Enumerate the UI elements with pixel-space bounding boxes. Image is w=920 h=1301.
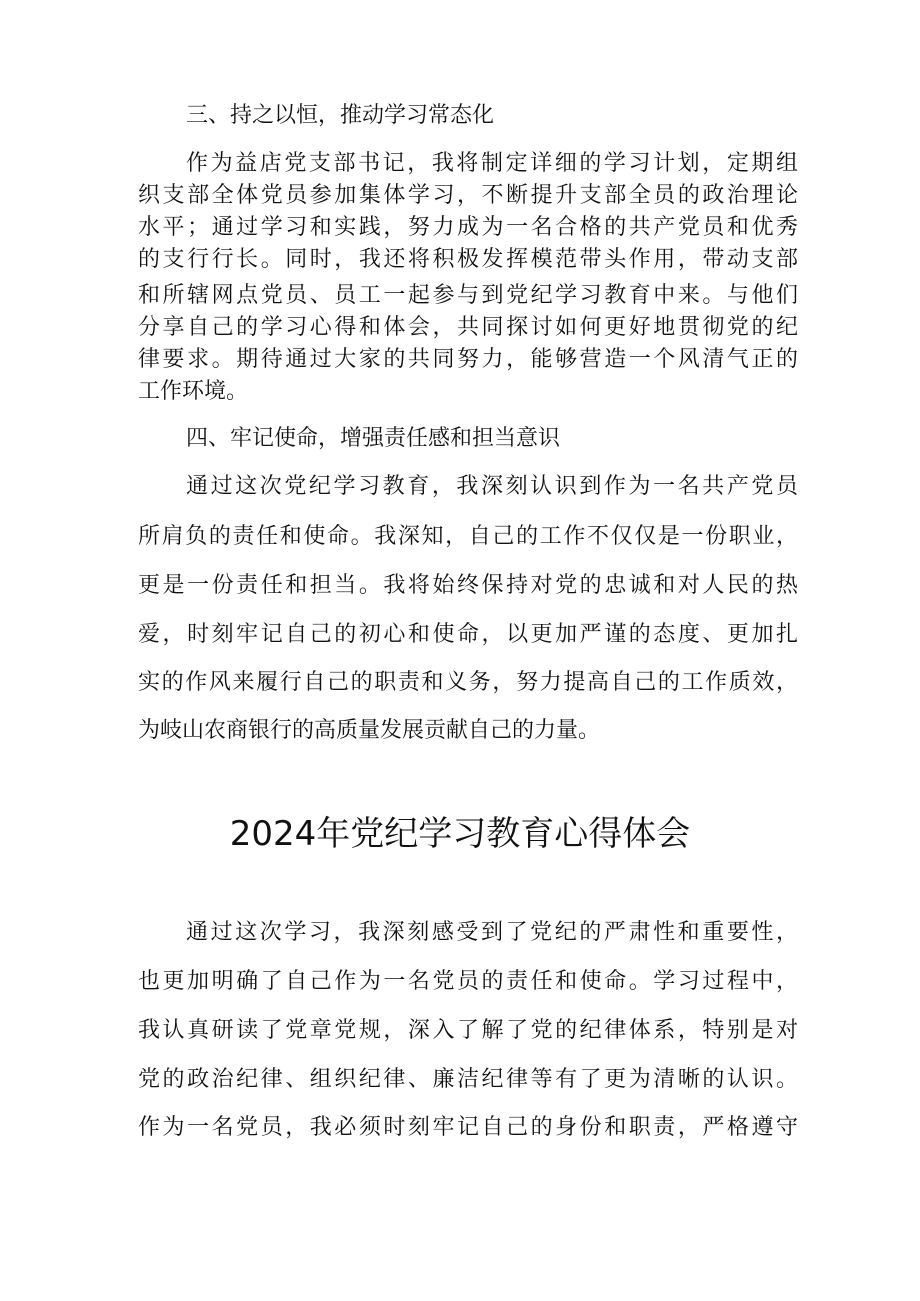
paragraph-line: 织支部全体党员参加集体学习，不断提升支部全员的政治理论 — [138, 183, 798, 208]
paragraph-line: 水平；通过学习和实践，努力成为一名合格的共产党员和优秀 — [138, 215, 798, 240]
paragraph-line: 党的政治纪律、组织纪律、廉洁纪律等有了更为清晰的认识。 — [138, 1067, 798, 1092]
section-4-heading: 四、牢记使命，增强责任感和担当意识 — [186, 426, 561, 451]
document-title: 2024年党纪学习教育心得体会 — [229, 814, 691, 854]
paragraph-line: 工作环境。 — [138, 379, 249, 404]
paragraph-line: 的支行行长。同时，我还将积极发挥模范带头作用，带动支部 — [138, 247, 798, 272]
paragraph-line: 作为一名党员，我必须时刻牢记自己的身份和职责，严格遵守 — [138, 1115, 798, 1140]
paragraph-line: 我认真研读了党章党规，深入了解了党的纪律体系，特别是对 — [138, 1018, 798, 1043]
paragraph-line: 通过这次学习，我深刻感受到了党纪的严肃性和重要性， — [186, 920, 798, 945]
paragraph-line: 和所辖网点党员、员工一起参与到党纪学习教育中来。与他们 — [138, 283, 798, 308]
paragraph-line: 作为益店党支部书记，我将制定详细的学习计划，定期组 — [186, 151, 798, 176]
paragraph-line: 实的作风来履行自己的职责和义务，努力提高自己的工作质效， — [138, 670, 798, 695]
paragraph-line: 律要求。期待通过大家的共同努力，能够营造一个风清气正的 — [138, 347, 798, 372]
paragraph-line: 分享自己的学习心得和体会，共同探讨如何更好地贯彻党的纪 — [138, 315, 798, 340]
paragraph-line: 通过这次党纪学习教育，我深刻认识到作为一名共产党员 — [186, 474, 798, 499]
paragraph-line: 也更加明确了自己作为一名党员的责任和使命。学习过程中， — [138, 969, 798, 994]
paragraph-line: 为岐山农商银行的高质量发展贡献自己的力量。 — [138, 718, 601, 743]
section-3-heading: 三、持之以恒，推动学习常态化 — [186, 103, 495, 128]
paragraph-line: 爱，时刻牢记自己的初心和使命，以更加严谨的态度、更加扎 — [138, 622, 798, 647]
paragraph-line: 所肩负的责任和使命。我深知，自己的工作不仅仅是一份职业， — [138, 524, 798, 549]
paragraph-line: 更是一份责任和担当。我将始终保持对党的忠诚和对人民的热 — [138, 573, 798, 598]
